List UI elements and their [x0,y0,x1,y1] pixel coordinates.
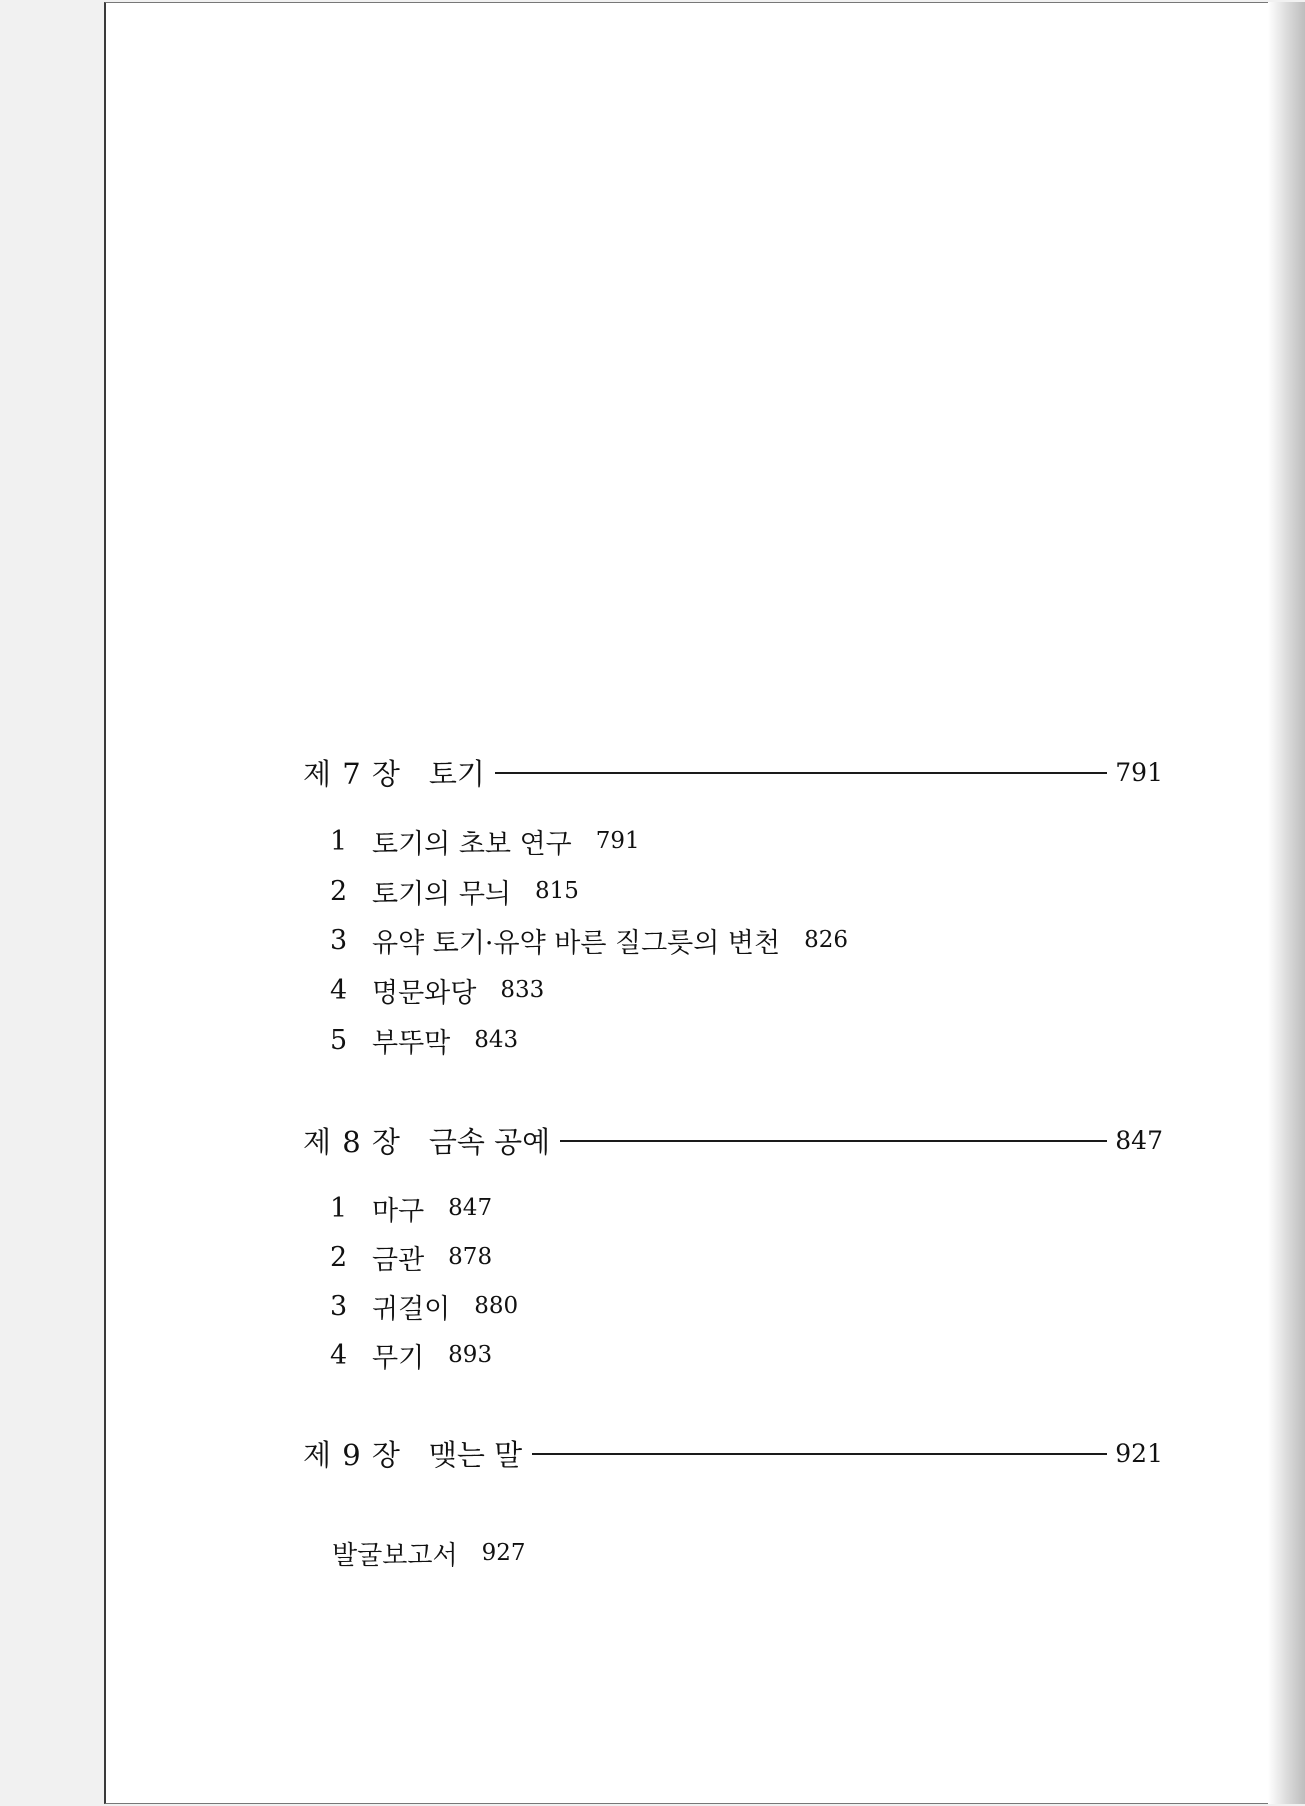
section-title: 부뚜막 [372,1027,451,1059]
chapter-7-heading[interactable] [303,752,1163,792]
chapter-page-number: 791 [1115,757,1163,787]
section-number: 4 [330,974,348,1006]
section-title: 토기의 무늬 [372,878,511,910]
appendix-title: 발굴보고서 [332,1540,458,1571]
section-title: 명문와당 [372,977,477,1009]
leader-line [532,1453,1107,1455]
section-title: 마구 [372,1195,425,1227]
section-page-number: 847 [448,1195,493,1221]
chapter-9-heading[interactable] [303,1433,1163,1473]
section-number: 3 [330,1290,348,1322]
table-of-contents [106,3,1294,1803]
section-page-number: 833 [500,977,545,1003]
toc-entry[interactable] [330,1190,492,1226]
section-number: 3 [330,924,348,956]
chapter-number: 제 8 장 [303,1124,401,1159]
section-title: 무기 [372,1342,425,1374]
chapter-number: 제 9 장 [303,1437,401,1472]
toc-entry[interactable] [330,823,640,859]
chapter-title: 금속 공예 [428,1124,551,1159]
section-number: 5 [330,1024,348,1056]
chapter-title: 토기 [428,756,485,791]
section-title: 토기의 초보 연구 [372,828,572,860]
section-title: 귀걸이 [372,1293,451,1325]
section-page-number: 878 [448,1244,493,1270]
section-number: 2 [330,875,348,907]
section-title: 유약 토기·유약 바른 질그릇의 변천 [372,927,781,959]
toc-entry[interactable] [330,1337,492,1373]
chapter-page-number: 921 [1115,1438,1163,1468]
chapter-number: 제 7 장 [303,756,401,791]
section-page-number: 880 [474,1293,519,1319]
section-title: 금관 [372,1244,425,1276]
leader-line [560,1140,1107,1142]
chapter-8-heading[interactable] [303,1120,1163,1160]
appendix-page-number: 927 [481,1540,526,1566]
appendix-entry[interactable] [332,1535,526,1571]
section-number: 2 [330,1241,348,1273]
toc-entry[interactable] [330,1288,518,1324]
section-number: 1 [330,1192,348,1224]
chapter-page-number: 847 [1115,1125,1163,1155]
page-edge-shadow [1268,2,1305,1804]
section-page-number: 815 [535,878,579,904]
section-page-number: 826 [804,927,848,953]
toc-entry[interactable] [330,972,544,1008]
chapter-title: 맺는 말 [428,1437,523,1472]
toc-entry[interactable] [330,1239,492,1275]
section-page-number: 791 [595,828,640,854]
toc-entry[interactable] [330,1022,518,1058]
toc-entry[interactable] [330,922,848,958]
leader-line [495,772,1107,774]
section-number: 1 [330,825,348,857]
section-page-number: 843 [474,1027,519,1053]
toc-entry[interactable] [330,873,579,909]
section-number: 4 [330,1339,348,1371]
document-page [104,2,1294,1804]
section-page-number: 893 [448,1342,493,1368]
